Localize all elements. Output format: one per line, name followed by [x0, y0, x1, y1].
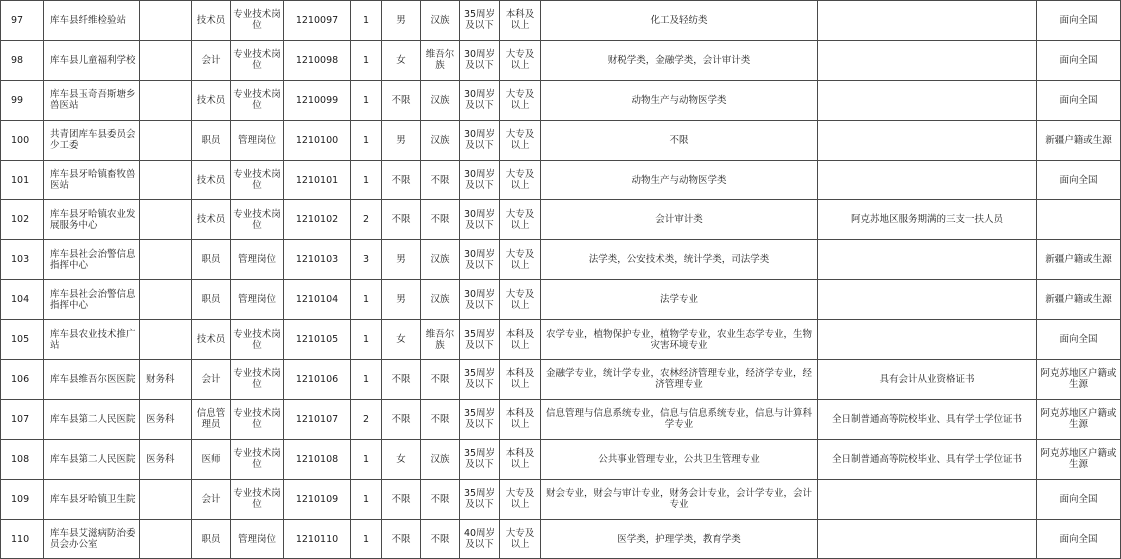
cell-department — [140, 80, 192, 120]
cell-headcount: 2 — [351, 399, 382, 439]
cell-major-requirement: 财税学类，金融学类，会计审计类 — [541, 40, 818, 80]
cell-position-name: 会计 — [192, 479, 231, 519]
cell-age-limit: 30周岁及以下 — [460, 80, 500, 120]
cell-row-number: 97 — [1, 1, 44, 41]
cell-major-requirement: 化工及轻纺类 — [541, 1, 818, 41]
cell-row-number: 108 — [1, 439, 44, 479]
cell-department — [140, 519, 192, 559]
table-row — [1, 200, 1121, 240]
table-row — [1, 519, 1121, 559]
cell-headcount: 1 — [351, 120, 382, 160]
cell-position-name: 技术员 — [192, 80, 231, 120]
cell-recruitment-scope: 新疆户籍或生源 — [1037, 240, 1121, 280]
cell-position-name: 技术员 — [192, 320, 231, 360]
cell-education: 大专及以上 — [500, 240, 541, 280]
cell-row-number: 107 — [1, 399, 44, 439]
cell-gender: 不限 — [382, 80, 421, 120]
cell-headcount: 1 — [351, 320, 382, 360]
cell-education: 大专及以上 — [500, 40, 541, 80]
table-row — [1, 280, 1121, 320]
cell-position-code: 1210100 — [284, 120, 351, 160]
cell-gender: 不限 — [382, 479, 421, 519]
cell-department: 医务科 — [140, 439, 192, 479]
cell-department — [140, 320, 192, 360]
table-row — [1, 320, 1121, 360]
cell-age-limit: 40周岁及以下 — [460, 519, 500, 559]
cell-row-number: 102 — [1, 200, 44, 240]
cell-department: 医务科 — [140, 399, 192, 439]
cell-major-requirement: 金融学专业，统计学专业，农林经济管理专业，经济学专业，经济管理专业 — [541, 360, 818, 400]
cell-row-number: 100 — [1, 120, 44, 160]
cell-education: 本科及以上 — [500, 320, 541, 360]
cell-education: 大专及以上 — [500, 479, 541, 519]
cell-age-limit: 30周岁及以下 — [460, 120, 500, 160]
cell-age-limit: 30周岁及以下 — [460, 200, 500, 240]
cell-major-requirement: 会计审计类 — [541, 200, 818, 240]
cell-unit-name: 库车县玉奇吾斯塘乡兽医站 — [44, 80, 140, 120]
cell-row-number: 99 — [1, 80, 44, 120]
cell-major-requirement: 医学类，护理学类，教育学类 — [541, 519, 818, 559]
table-row — [1, 1, 1121, 41]
cell-ethnicity: 不限 — [421, 360, 460, 400]
cell-position-name: 会计 — [192, 360, 231, 400]
table-row — [1, 240, 1121, 280]
cell-major-requirement: 动物生产与动物医学类 — [541, 80, 818, 120]
cell-department — [140, 1, 192, 41]
cell-education: 大专及以上 — [500, 160, 541, 200]
cell-position-code: 1210108 — [284, 439, 351, 479]
cell-other-requirement: 全日制普通高等院校毕业、具有学士学位证书 — [818, 439, 1037, 479]
table-row — [1, 399, 1121, 439]
cell-other-requirement — [818, 280, 1037, 320]
cell-row-number: 104 — [1, 280, 44, 320]
cell-age-limit: 35周岁及以下 — [460, 479, 500, 519]
cell-ethnicity: 汉族 — [421, 1, 460, 41]
table-row — [1, 160, 1121, 200]
cell-row-number: 109 — [1, 479, 44, 519]
cell-unit-name: 库车县维吾尔医医院 — [44, 360, 140, 400]
cell-major-requirement: 信息管理与信息系统专业，信息与信息系统专业，信息与计算科学专业 — [541, 399, 818, 439]
cell-headcount: 1 — [351, 479, 382, 519]
cell-education: 大专及以上 — [500, 280, 541, 320]
cell-recruitment-scope: 阿克苏地区户籍或生源 — [1037, 360, 1121, 400]
cell-recruitment-scope: 阿克苏地区户籍或生源 — [1037, 399, 1121, 439]
cell-position-code: 1210103 — [284, 240, 351, 280]
cell-headcount: 1 — [351, 40, 382, 80]
cell-department — [140, 479, 192, 519]
cell-headcount: 1 — [351, 80, 382, 120]
cell-department: 财务科 — [140, 360, 192, 400]
cell-other-requirement — [818, 240, 1037, 280]
cell-major-requirement: 法学类，公安技术类，统计学类，司法学类 — [541, 240, 818, 280]
cell-department — [140, 160, 192, 200]
cell-ethnicity: 不限 — [421, 479, 460, 519]
cell-ethnicity: 汉族 — [421, 120, 460, 160]
cell-gender: 男 — [382, 240, 421, 280]
cell-other-requirement — [818, 160, 1037, 200]
cell-position-type: 专业技术岗位 — [231, 399, 284, 439]
cell-unit-name: 库车县牙哈镇农业发展服务中心 — [44, 200, 140, 240]
cell-row-number: 101 — [1, 160, 44, 200]
cell-position-type: 专业技术岗位 — [231, 200, 284, 240]
cell-major-requirement: 法学专业 — [541, 280, 818, 320]
cell-ethnicity: 不限 — [421, 160, 460, 200]
cell-gender: 不限 — [382, 399, 421, 439]
cell-position-name: 会计 — [192, 40, 231, 80]
cell-position-type: 管理岗位 — [231, 280, 284, 320]
cell-row-number: 98 — [1, 40, 44, 80]
cell-major-requirement: 公共事业管理专业，公共卫生管理专业 — [541, 439, 818, 479]
cell-position-code: 1210106 — [284, 360, 351, 400]
cell-age-limit: 35周岁及以下 — [460, 439, 500, 479]
cell-position-type: 专业技术岗位 — [231, 1, 284, 41]
cell-position-type: 专业技术岗位 — [231, 160, 284, 200]
cell-ethnicity: 汉族 — [421, 80, 460, 120]
cell-headcount: 1 — [351, 360, 382, 400]
cell-other-requirement — [818, 519, 1037, 559]
cell-headcount: 1 — [351, 439, 382, 479]
cell-age-limit: 30周岁及以下 — [460, 40, 500, 80]
cell-unit-name: 库车县第二人民医院 — [44, 439, 140, 479]
cell-age-limit: 35周岁及以下 — [460, 320, 500, 360]
cell-education: 本科及以上 — [500, 360, 541, 400]
cell-gender: 男 — [382, 280, 421, 320]
cell-other-requirement: 具有会计从业资格证书 — [818, 360, 1037, 400]
cell-position-code: 1210099 — [284, 80, 351, 120]
cell-education: 本科及以上 — [500, 439, 541, 479]
cell-other-requirement: 阿克苏地区服务期满的三支一扶人员 — [818, 200, 1037, 240]
cell-education: 大专及以上 — [500, 200, 541, 240]
cell-headcount: 1 — [351, 160, 382, 200]
cell-position-code: 1210110 — [284, 519, 351, 559]
cell-major-requirement: 不限 — [541, 120, 818, 160]
cell-recruitment-scope: 阿克苏地区户籍或生源 — [1037, 439, 1121, 479]
cell-education: 本科及以上 — [500, 399, 541, 439]
cell-recruitment-scope: 面向全国 — [1037, 479, 1121, 519]
table-row — [1, 120, 1121, 160]
cell-other-requirement — [818, 1, 1037, 41]
cell-headcount: 2 — [351, 200, 382, 240]
cell-department — [140, 280, 192, 320]
cell-department — [140, 240, 192, 280]
cell-unit-name: 库车县艾滋病防治委员会办公室 — [44, 519, 140, 559]
cell-gender: 男 — [382, 1, 421, 41]
cell-gender: 不限 — [382, 160, 421, 200]
cell-education: 大专及以上 — [500, 120, 541, 160]
cell-recruitment-scope: 新疆户籍或生源 — [1037, 120, 1121, 160]
cell-position-name: 技术员 — [192, 200, 231, 240]
cell-gender: 女 — [382, 40, 421, 80]
cell-position-name: 职员 — [192, 240, 231, 280]
cell-major-requirement: 农学专业，植物保护专业，植物学专业，农业生态学专业，生物灾害环境专业 — [541, 320, 818, 360]
cell-other-requirement — [818, 320, 1037, 360]
cell-department — [140, 120, 192, 160]
cell-recruitment-scope: 面向全国 — [1037, 519, 1121, 559]
cell-position-code: 1210098 — [284, 40, 351, 80]
table-row — [1, 80, 1121, 120]
cell-position-type: 管理岗位 — [231, 120, 284, 160]
cell-position-type: 专业技术岗位 — [231, 479, 284, 519]
cell-row-number: 105 — [1, 320, 44, 360]
cell-position-name: 职员 — [192, 519, 231, 559]
cell-department — [140, 40, 192, 80]
cell-ethnicity: 汉族 — [421, 240, 460, 280]
cell-row-number: 106 — [1, 360, 44, 400]
cell-gender: 女 — [382, 439, 421, 479]
cell-position-name: 信息管理员 — [192, 399, 231, 439]
cell-position-code: 1210104 — [284, 280, 351, 320]
cell-headcount: 1 — [351, 1, 382, 41]
cell-ethnicity: 维吾尔族 — [421, 320, 460, 360]
cell-recruitment-scope: 面向全国 — [1037, 320, 1121, 360]
cell-major-requirement: 财会专业，财会与审计专业，财务会计专业，会计学专业，会计专业 — [541, 479, 818, 519]
cell-age-limit: 35周岁及以下 — [460, 360, 500, 400]
cell-position-name: 职员 — [192, 280, 231, 320]
cell-position-code: 1210107 — [284, 399, 351, 439]
cell-other-requirement: 全日制普通高等院校毕业、具有学士学位证书 — [818, 399, 1037, 439]
cell-unit-name: 库车县牙哈镇卫生院 — [44, 479, 140, 519]
cell-position-type: 专业技术岗位 — [231, 80, 284, 120]
cell-headcount: 1 — [351, 280, 382, 320]
cell-position-code: 1210097 — [284, 1, 351, 41]
cell-gender: 男 — [382, 120, 421, 160]
cell-position-code: 1210101 — [284, 160, 351, 200]
cell-education: 大专及以上 — [500, 519, 541, 559]
cell-age-limit: 30周岁及以下 — [460, 160, 500, 200]
cell-position-code: 1210102 — [284, 200, 351, 240]
cell-position-code: 1210105 — [284, 320, 351, 360]
cell-recruitment-scope — [1037, 200, 1121, 240]
cell-gender: 女 — [382, 320, 421, 360]
cell-position-type: 管理岗位 — [231, 519, 284, 559]
cell-position-type: 专业技术岗位 — [231, 320, 284, 360]
cell-position-code: 1210109 — [284, 479, 351, 519]
cell-unit-name: 库车县第二人民医院 — [44, 399, 140, 439]
cell-recruitment-scope: 面向全国 — [1037, 40, 1121, 80]
cell-recruitment-scope: 面向全国 — [1037, 1, 1121, 41]
cell-position-name: 职员 — [192, 120, 231, 160]
cell-position-type: 专业技术岗位 — [231, 360, 284, 400]
cell-age-limit: 30周岁及以下 — [460, 280, 500, 320]
table-row — [1, 360, 1121, 400]
cell-recruitment-scope: 面向全国 — [1037, 160, 1121, 200]
cell-gender: 不限 — [382, 200, 421, 240]
cell-ethnicity: 不限 — [421, 200, 460, 240]
cell-other-requirement — [818, 120, 1037, 160]
cell-ethnicity: 维吾尔族 — [421, 40, 460, 80]
cell-recruitment-scope: 面向全国 — [1037, 80, 1121, 120]
cell-gender: 不限 — [382, 519, 421, 559]
cell-recruitment-scope: 新疆户籍或生源 — [1037, 280, 1121, 320]
cell-education: 大专及以上 — [500, 80, 541, 120]
cell-position-type: 专业技术岗位 — [231, 439, 284, 479]
cell-age-limit: 35周岁及以下 — [460, 399, 500, 439]
table-row — [1, 479, 1121, 519]
cell-position-type: 管理岗位 — [231, 240, 284, 280]
cell-unit-name: 库车县社会治警信息指挥中心 — [44, 280, 140, 320]
cell-row-number: 103 — [1, 240, 44, 280]
cell-unit-name: 库车县牙哈镇畜牧兽医站 — [44, 160, 140, 200]
cell-other-requirement — [818, 80, 1037, 120]
table-row — [1, 439, 1121, 479]
cell-position-name: 技术员 — [192, 1, 231, 41]
cell-position-type: 专业技术岗位 — [231, 40, 284, 80]
cell-unit-name: 库车县社会治警信息指挥中心 — [44, 240, 140, 280]
cell-age-limit: 35周岁及以下 — [460, 1, 500, 41]
cell-ethnicity: 汉族 — [421, 439, 460, 479]
cell-position-name: 医师 — [192, 439, 231, 479]
table-row — [1, 40, 1121, 80]
cell-unit-name: 共青团库车县委员会少工委 — [44, 120, 140, 160]
cell-gender: 不限 — [382, 360, 421, 400]
cell-headcount: 3 — [351, 240, 382, 280]
cell-position-name: 技术员 — [192, 160, 231, 200]
cell-major-requirement: 动物生产与动物医学类 — [541, 160, 818, 200]
cell-ethnicity: 汉族 — [421, 280, 460, 320]
cell-unit-name: 库车县儿童福利学校 — [44, 40, 140, 80]
table-body — [1, 1, 1121, 559]
cell-unit-name: 库车县纤维检验站 — [44, 1, 140, 41]
cell-headcount: 1 — [351, 519, 382, 559]
cell-ethnicity: 不限 — [421, 519, 460, 559]
cell-age-limit: 30周岁及以下 — [460, 240, 500, 280]
cell-other-requirement — [818, 479, 1037, 519]
cell-unit-name: 库车县农业技术推广站 — [44, 320, 140, 360]
cell-education: 本科及以上 — [500, 1, 541, 41]
cell-row-number: 110 — [1, 519, 44, 559]
cell-other-requirement — [818, 40, 1037, 80]
cell-department — [140, 200, 192, 240]
cell-ethnicity: 不限 — [421, 399, 460, 439]
